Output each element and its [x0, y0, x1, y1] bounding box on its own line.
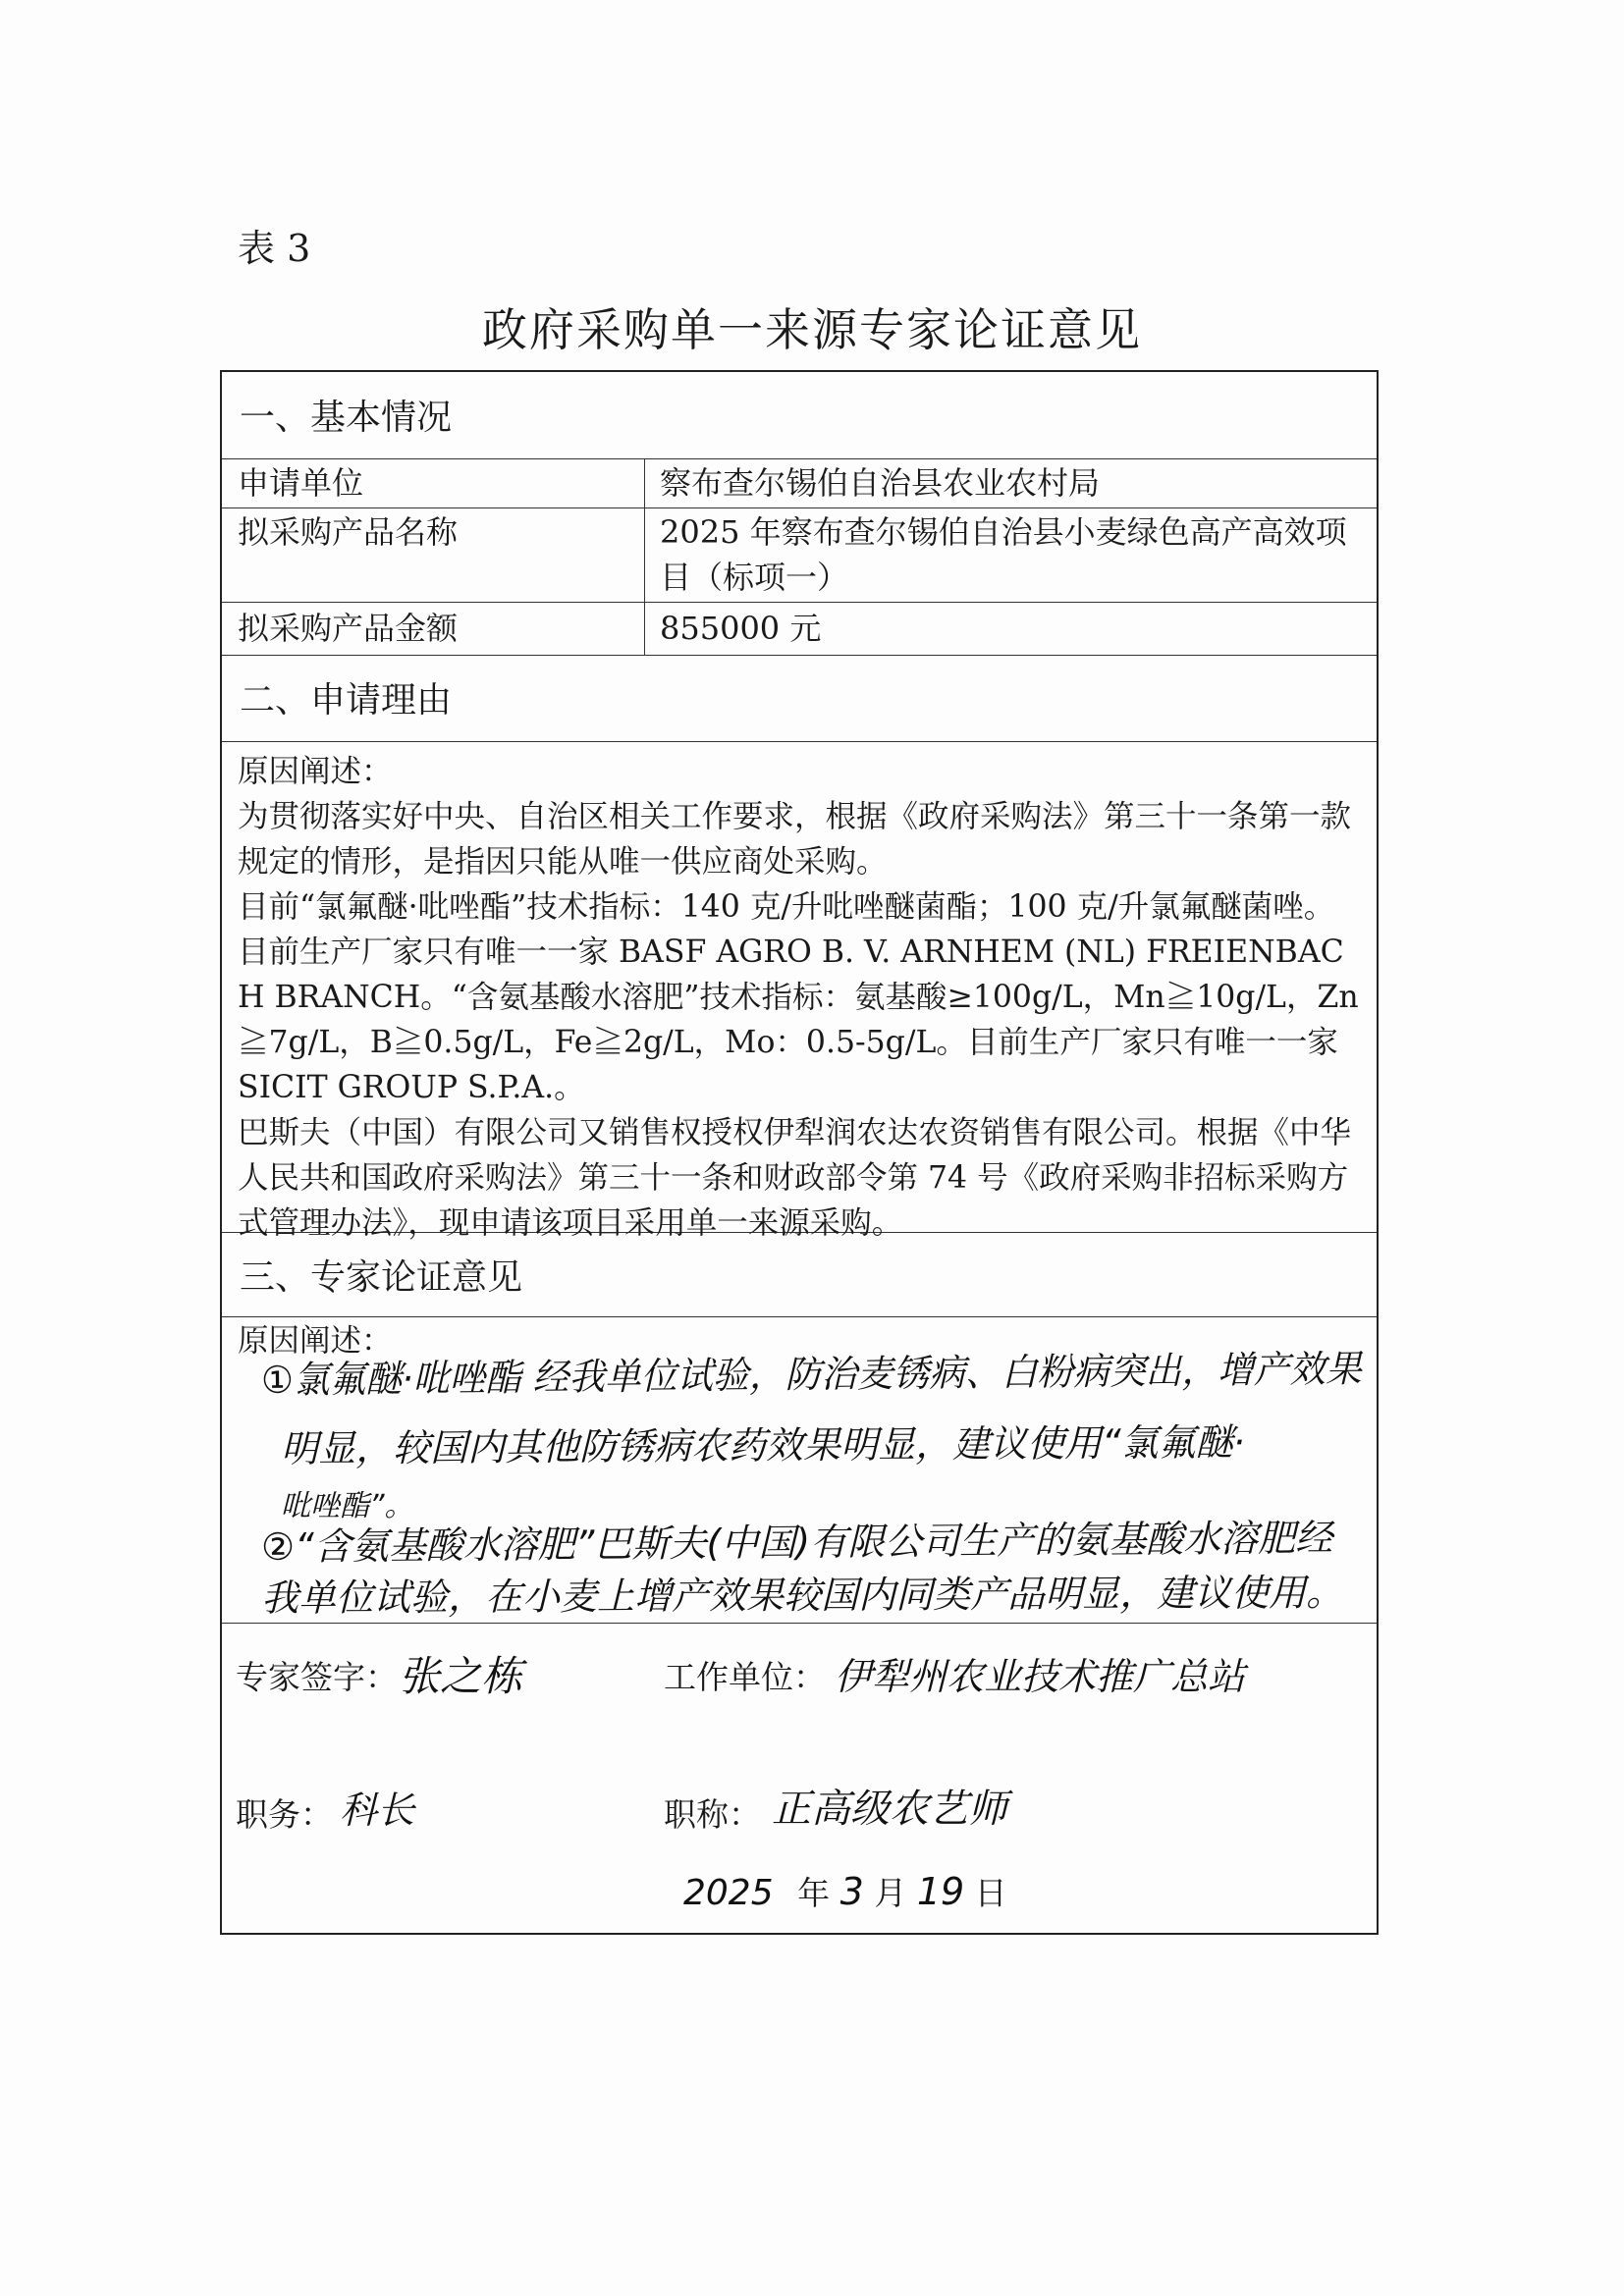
reason-row	[222, 741, 1377, 1241]
work-unit-label: 工作单位：	[664, 1658, 826, 1696]
position-label: 职务：	[236, 1795, 333, 1834]
reason-subheading: 原因阐述：	[238, 754, 393, 789]
product-name-value: 2025 年察布查尔锡伯自治县小麦绿色高产高效项目（标项一）	[660, 513, 1347, 596]
work-unit-value: 伊犁州农业技术推广总站	[835, 1655, 1246, 1698]
date-day-char: 日	[974, 1874, 1007, 1912]
info-row-product-name	[222, 507, 1377, 603]
section3-row	[222, 1232, 1377, 1317]
date-year-char: 年	[797, 1874, 831, 1912]
professional-title-label: 职称：	[664, 1795, 761, 1834]
applicant-value: 察布查尔锡伯自治县农业农村局	[660, 464, 1101, 502]
product-name-label: 拟采购产品名称	[238, 513, 459, 551]
signature-date	[683, 1868, 1007, 1914]
date-day: 19	[916, 1870, 965, 1913]
section1-heading: 一、基本情况	[240, 398, 453, 438]
handwritten-opinion-line: ①氯氟醚·吡唑酯 经我单位试验，防治麦锈病、白粉病突出，增产效果	[260, 1347, 1362, 1402]
handwritten-opinion-line: 明显，较国内其他防锈病农药效果明显，建议使用“氯氟醚·	[280, 1420, 1245, 1470]
document-title: 政府采购单一来源专家论证意见	[482, 303, 1142, 356]
handwritten-opinion-line: 吡唑酯”。	[281, 1489, 414, 1523]
info-row-applicant	[222, 458, 1377, 508]
professional-title-value: 正高级农艺师	[772, 1787, 1007, 1832]
expert-signature-label: 专家签字：	[236, 1658, 398, 1696]
expert-signature: 张之栋	[399, 1652, 523, 1700]
opinion-subheading: 原因阐述：	[238, 1323, 393, 1359]
column-divider	[644, 602, 645, 655]
handwritten-opinion-line: 我单位试验，在小麦上增产效果较国内同类产品明显，建议使用。	[260, 1571, 1344, 1620]
section2-row	[222, 655, 1377, 742]
column-divider	[644, 507, 645, 602]
info-row-amount	[222, 602, 1377, 656]
form-table	[220, 370, 1379, 1935]
signature-area	[222, 1623, 1377, 1933]
date-year: 2025	[683, 1873, 774, 1913]
date-month: 3	[839, 1870, 864, 1913]
expert-opinion-row	[222, 1316, 1377, 1624]
applicant-label: 申请单位	[238, 464, 364, 502]
date-month-char: 月	[874, 1874, 907, 1912]
column-divider	[644, 458, 645, 507]
handwritten-opinion-line: ②“含氨基酸水溶肥”巴斯夫(中国)有限公司生产的氨基酸水溶肥经	[260, 1516, 1333, 1569]
amount-value: 855000 元	[660, 610, 822, 647]
reason-body: 为贯彻落实好中央、自治区相关工作要求，根据《政府采购法》第三十一条第一款规定的情形，是指因只能从唯一供应商处采购。 目前“氯氟醚·吡唑酯”技术指标：140 克/升吡唑醚菌酯；100 克/升氯氟醚菌唑。目前生产厂家只有唯一一家 BASF AGRO B. V. ARNHEM (NL) FREIENBACH BRANCH。“含氨基酸水溶肥”技术指标：氨基酸≥100g/L，Mn≧10g/L，Zn≧7g/L，B≧0.5g/L，Fe≧2g/L，Mo：0.5-5g/L。目前生产厂家只有唯一一家 SICIT GROUP S.P.A.。 巴斯夫（中国）有限公司又销售权授权伊犁润农达农资销售有限公司。根据《中华人民共和国政府采购法》第三十一条和财政部令第 74 号《政府采购非招标采购方式管理办法》，现申请该项目采用单一来源采购。	[238, 799, 1359, 1241]
table-label: 表 3	[238, 227, 311, 270]
amount-label: 拟采购产品金额	[238, 610, 459, 647]
section2-heading: 二、申请理由	[240, 680, 453, 721]
position-value: 科长	[340, 1789, 415, 1832]
section3-heading: 三、专家论证意见	[240, 1257, 523, 1298]
section1-row	[222, 372, 1377, 459]
